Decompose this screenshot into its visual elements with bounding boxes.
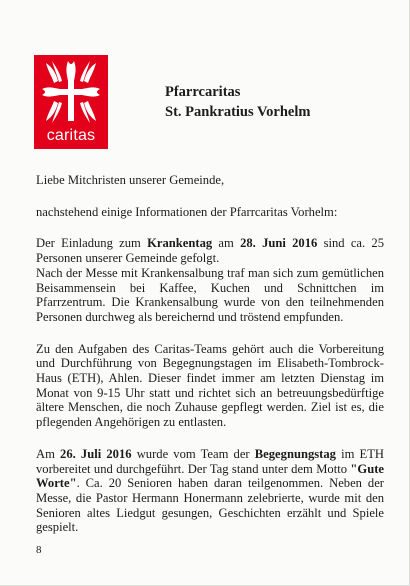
document-body [36,173,384,535]
caritas-flame-cross-icon [34,55,108,129]
bold-date-july: 26. Juli 2016 [60,446,132,461]
bold-begegnungstag: Begegnungstag [254,446,336,461]
page-number: 8 [36,544,42,556]
bold-krankentag: Krankentag [147,236,213,251]
caritas-logo [34,55,108,149]
bold-date-june: 28. Juni 2016 [240,236,318,251]
paragraph-krankensalbung: Nach der Messe mit Krankensalbung traf man sich zum gemütlichen Beisammensein bei Kaffee, Kuchen und Schnittchen im Pfarrzentrum. Die Krankensalbung wurde von den teilnehmenden Personen durchweg als bereichernd und tröstend empfunden. [36,265,384,324]
paragraph-gute-worte: Am 26. Juli 2016 wurde vom Team der Begegnungstag im ETH vorbereitet und durchgeführt. Der Tag stand unter dem Motto "Gute Worte". Ca. 20 Senioren haben daran teilgenommen. Neben der Messe, die Pastor Hermann Honermann zelebrierte, wurde mit den Senioren altes Liedgut gesungen, Geschichten erzählt und Spiele gespielt. [36,446,384,535]
intro-line: nachstehend einige Informationen der Pfarrcaritas Vorhelm: [36,204,338,219]
greeting: Liebe Mitchristen unserer Gemeinde, [36,173,225,187]
bold-motto: "Gute Worte" [36,461,384,491]
paragraph-krankentag: Der Einladung zum Krankentag am 28. Juni 2016 sind ca. 25 Personen unserer Gemeinde gefolgt. [36,236,385,266]
header-subtitle: St. Pankratius Vorhelm [165,104,311,120]
header-title: Pfarrcaritas [165,84,241,100]
paragraph-begegnungstage: Zu den Aufgaben des Caritas-Teams gehört auch die Vorbereitung und Durchführung von Begegnungstagen im Elisabeth-Tombrock-Haus (ETH), Ahlen. Dieser findet immer am letzten Dienstag im Monat von 9-15 Uhr statt und richtet sich an betreuungsbedürftige ältere Menschen, die noch Zuhause gepflegt werden. Ziel ist es, die pflegenden Angehörigen zu entlasten. [36,341,384,430]
document-header [165,82,310,122]
caritas-wordmark: caritas [46,127,96,144]
